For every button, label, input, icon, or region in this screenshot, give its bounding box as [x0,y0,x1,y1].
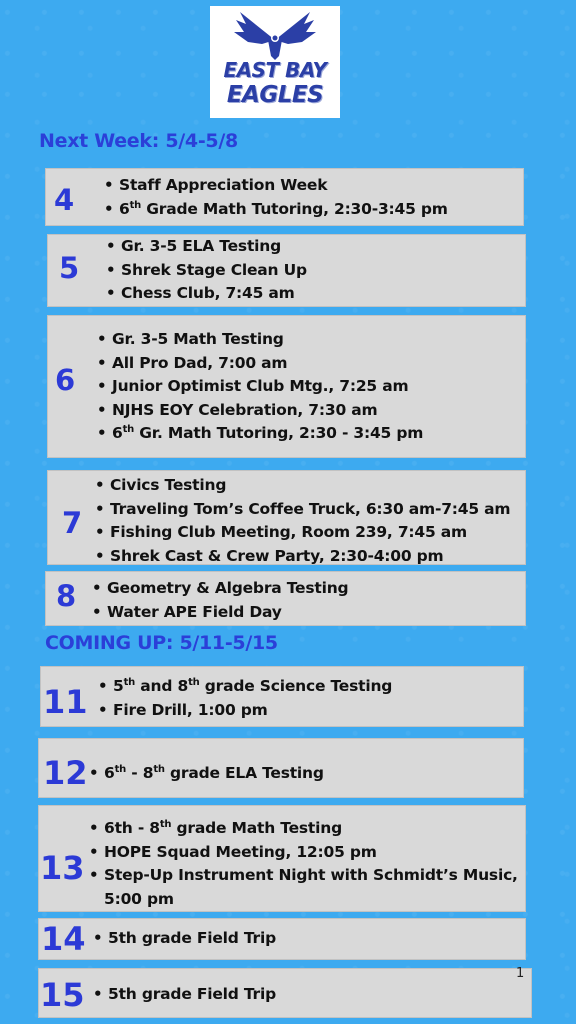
day-5-card [47,234,526,307]
day-12-card [38,738,524,798]
day-number: 15 [40,976,85,1014]
list-item: • Gr. 3-5 Math Testing [97,328,423,352]
day-number: 12 [43,754,88,792]
logo-line-2: EAGLES [226,82,324,108]
list-item: • HOPE Squad Meeting, 12:05 pm [89,841,518,865]
list-item: • Fishing Club Meeting, Room 239, 7:45 am [95,521,510,545]
day-number: 11 [43,683,88,721]
list-item: • Gr. 3-5 ELA Testing [106,235,307,259]
list-item: • All Pro Dad, 7:00 am [97,352,423,376]
list-item: • 6th - 8th grade ELA Testing [89,762,324,786]
logo-line-1: EAST BAY [223,58,327,82]
event-list [92,577,348,624]
list-item: • 5th and 8th grade Science Testing [98,675,392,699]
coming-up-heading: COMING UP: 5/11-5/15 [45,632,278,654]
day-6-card [47,315,526,458]
event-list [104,174,448,221]
list-item: • Staff Appreciation Week [104,174,448,198]
list-item: • NJHS EOY Celebration, 7:30 am [97,399,423,423]
day-15-card [38,968,532,1018]
list-item: • Civics Testing [95,474,510,498]
day-8-card [45,571,526,626]
day-13-card [38,805,526,912]
list-item: • 5th grade Field Trip [93,983,276,1007]
event-list [106,235,307,306]
list-item: • Geometry & Algebra Testing [92,577,348,601]
event-list [93,927,276,951]
next-week-heading: Next Week: 5/4-5/8 [39,130,238,152]
list-item: • Shrek Stage Clean Up [106,259,307,283]
list-item: • 6th - 8th grade Math Testing [89,817,518,841]
day-number: 13 [40,849,85,887]
event-list [97,328,423,446]
day-7-card [47,470,526,565]
day-11-card [40,666,524,727]
list-item: • Shrek Cast & Crew Party, 2:30-4:00 pm [95,545,510,569]
eagle-icon [232,10,318,62]
page-number: 1 [516,966,525,981]
list-item: • Chess Club, 7:45 am [106,282,307,306]
event-list [89,762,324,786]
list-item: • Water APE Field Day [92,601,348,625]
list-item: • Fire Drill, 1:00 pm [98,699,392,723]
day-14-card [38,918,526,960]
day-4-card [45,168,524,226]
day-number: 5 [59,251,80,285]
list-item: • 6th Gr. Math Tutoring, 2:30 - 3:45 pm [97,422,423,446]
list-item: • 5th grade Field Trip [93,927,276,951]
list-item: • Junior Optimist Club Mtg., 7:25 am [97,375,423,399]
east-bay-eagles-logo [210,6,340,118]
list-item: • 6th Grade Math Tutoring, 2:30-3:45 pm [104,198,448,222]
day-number: 7 [62,506,83,540]
list-item: • Step-Up Instrument Night with Schmidt’s Music, 5:00 pm [89,864,518,911]
day-number: 14 [41,920,86,958]
day-number: 8 [56,579,77,613]
event-list [89,817,518,911]
list-item: • Traveling Tom’s Coffee Truck, 6:30 am-7:45 am [95,498,510,522]
day-number: 6 [55,363,76,397]
day-number: 4 [54,183,75,217]
event-list [93,983,276,1007]
event-list [95,474,510,568]
event-list [98,675,392,722]
